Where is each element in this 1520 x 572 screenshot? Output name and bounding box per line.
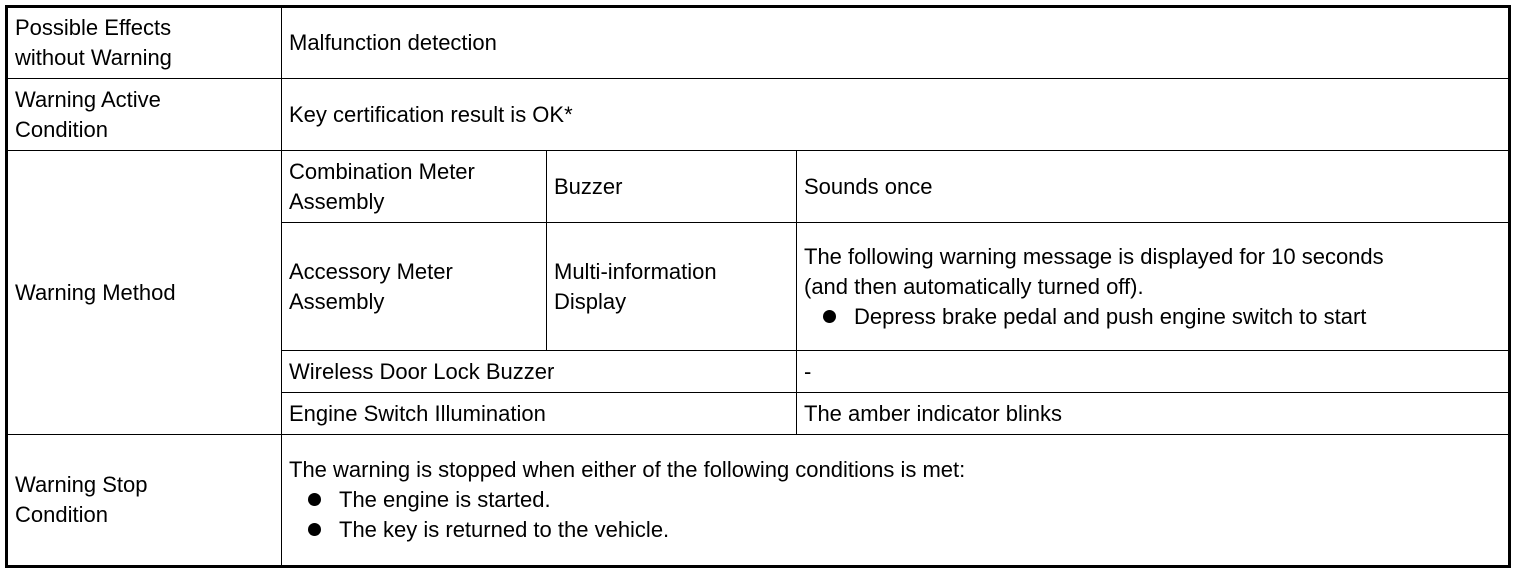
list-item: Depress brake pedal and push engine switch to start (804, 302, 1502, 332)
warning-active-value: Key certification result is OK* (282, 79, 1510, 151)
table-row (7, 79, 1510, 151)
list-item: The key is returned to the vehicle. (289, 515, 1502, 545)
row-header-warning-stop: Warning Stop Condition (7, 435, 282, 567)
action-sounds-once: Sounds once (797, 151, 1510, 223)
warning-stop-value (282, 435, 1510, 567)
device-combination-meter: Combination Meter Assembly (282, 151, 547, 223)
device-engine-switch-illumination: Engine Switch Illumination (282, 393, 797, 435)
row-header-warning-method: Warning Method (7, 151, 282, 435)
warning-stop-intro: The warning is stopped when either of the following conditions is met: (289, 457, 966, 482)
row-header-warning-active: Warning Active Condition (7, 79, 282, 151)
action-wireless-door-lock: - (797, 351, 1510, 393)
warning-spec-table (5, 5, 1511, 568)
table-row (7, 151, 1510, 223)
device-accessory-meter: Accessory Meter Assembly (282, 223, 547, 351)
possible-effects-value: Malfunction detection (282, 7, 1510, 79)
table-row (7, 7, 1510, 79)
device-wireless-door-lock-buzzer: Wireless Door Lock Buzzer (282, 351, 797, 393)
warning-stop-conditions (289, 485, 1502, 545)
component-buzzer: Buzzer (547, 151, 797, 223)
table-row (7, 435, 1510, 567)
warning-message-list (804, 302, 1502, 332)
action-amber-indicator: The amber indicator blinks (797, 393, 1510, 435)
list-item: The engine is started. (289, 485, 1502, 515)
row-header-possible-effects: Possible Effects without Warning (7, 7, 282, 79)
component-multi-information-display: Multi-information Display (547, 223, 797, 351)
action-warning-message: The following warning message is displayed for 10 seconds (and then automatically turned off). Depress brake pedal and push engine switch to start (797, 223, 1510, 351)
